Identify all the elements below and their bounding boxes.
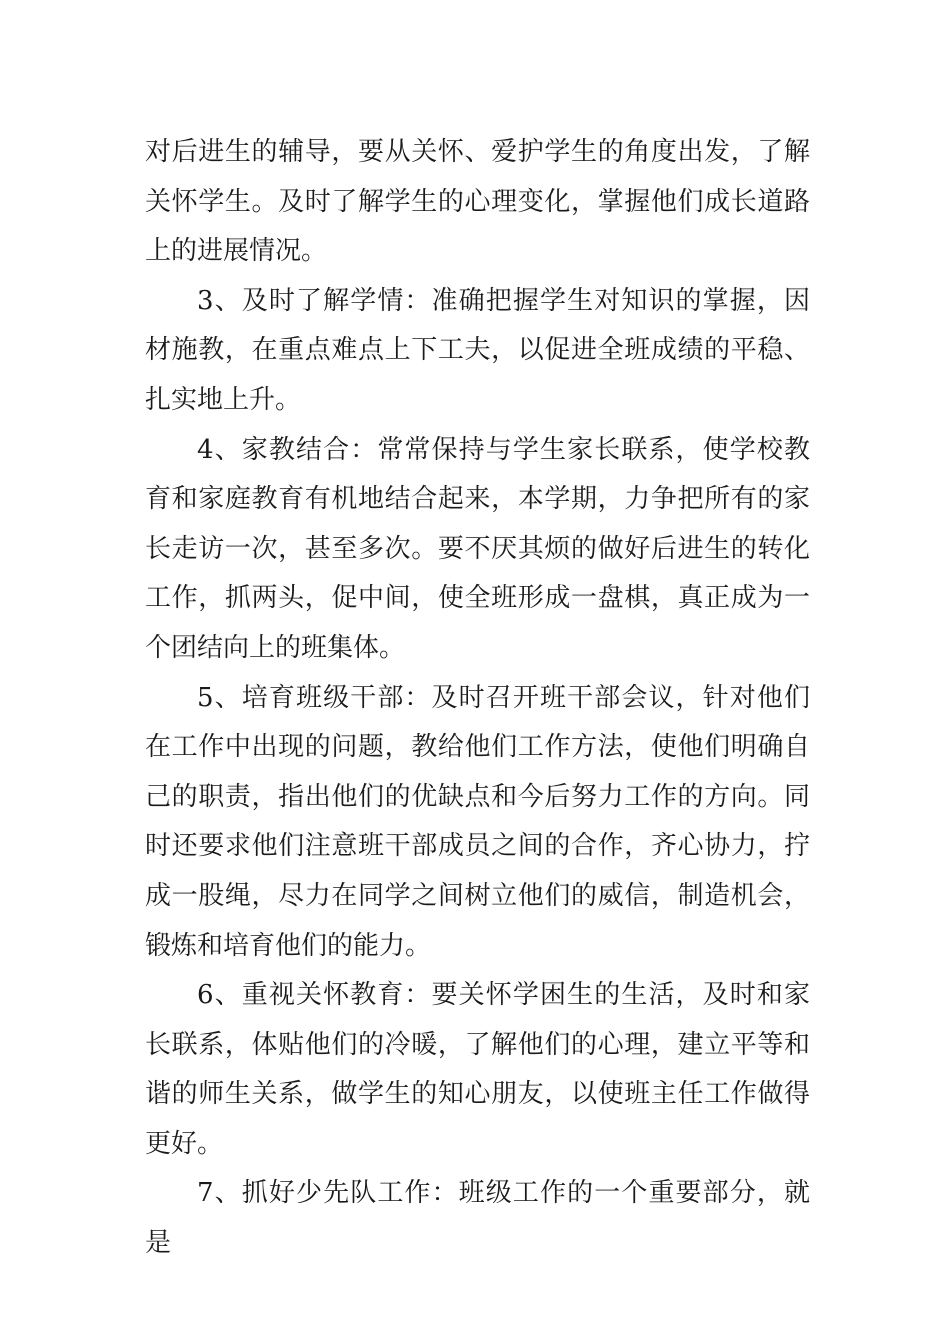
document-body (145, 128, 810, 1269)
paragraph-item-5: 5、培育班级干部：及时召开班干部会议，针对他们在工作中出现的问题，教给他们工作方法，使他们明确自己的职责，指出他们的优缺点和今后努力工作的方向。同时还要求他们注意班干部成员之间的合作，齐心协力，拧成一股绳，尽力在同学之间树立他们的威信，制造机会，锻炼和培育他们的能力。 (145, 682, 810, 961)
paragraph-item-7: 7、抓好少先队工作：班级工作的一个重要部分，就是 (145, 1178, 810, 1259)
paragraph-continuation: 对后进生的辅导，要从关怀、爱护学生的角度出发，了解关怀学生。及时了解学生的心理变化，掌握他们成长道路上的进展情况。 (145, 137, 810, 267)
paragraph-item-3: 3、及时了解学情：准确把握学生对知识的掌握，因材施教，在重点难点上下工夫，以促进全班成绩的平稳、扎实地上升。 (145, 285, 810, 415)
paragraph-item-4: 4、家教结合：常常保持与学生家长联系，使学校教育和家庭教育有机地结合起来，本学期，力争把所有的家长走访一次，甚至多次。要不厌其烦的做好后进生的转化工作，抓两头，促中间，使全班形成一盘棋，真正成为一个团结向上的班集体。 (145, 434, 810, 663)
paragraph-item-6: 6、重视关怀教育：要关怀学困生的生活，及时和家长联系，体贴他们的冷暖，了解他们的心理，建立平等和谐的师生关系，做学生的知心朋友，以使班主任工作做得更好。 (145, 980, 810, 1159)
